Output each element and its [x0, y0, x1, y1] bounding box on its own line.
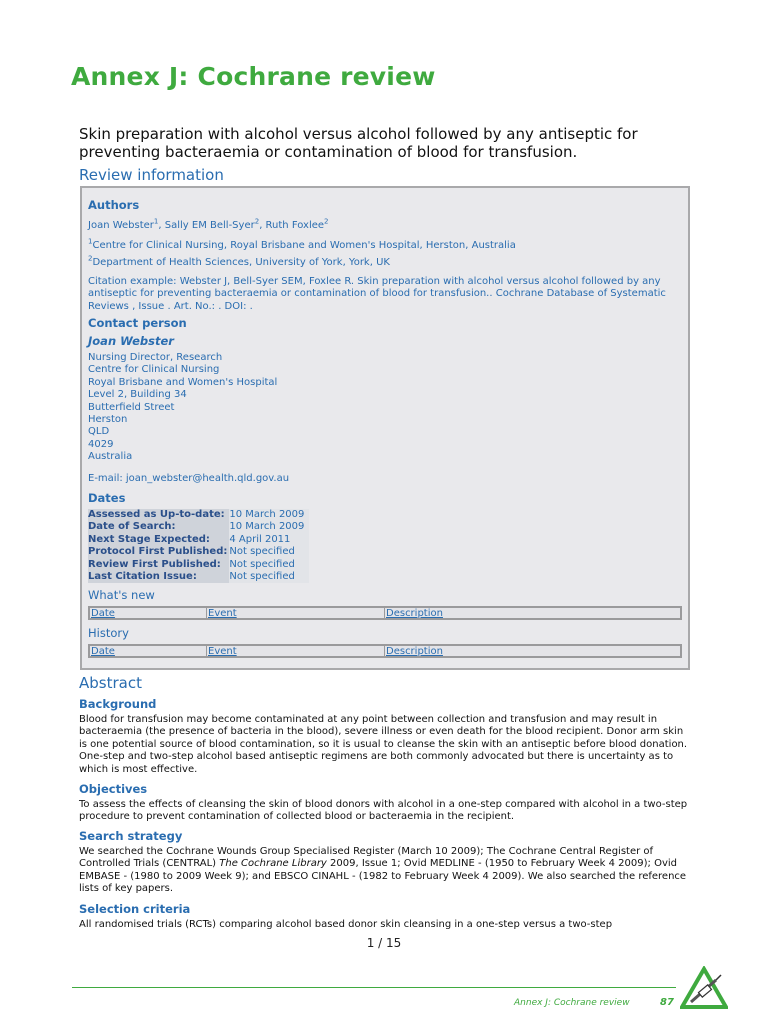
whats-new-heading: What's new [88, 588, 155, 602]
background-heading: Background [79, 697, 157, 711]
citation-example: Citation example: Webster J, Bell-Syer SEM, Foxlee R. Skin preparation with alcohol versus alcohol followed by any antiseptic for preventing bacteraemia or contamination of blood for transfusion.. Cochrane Database of Systematic Reviews , Issue . Art. No.: . DOI: . [88, 276, 666, 312]
history-table [88, 644, 682, 658]
dates-heading: Dates [88, 491, 126, 505]
background-text: Blood for transfusion may become contaminated at any point between collection and transfusion and may result in bacteraemia (the presence of bacteria in the blood), severe illness or even death for the blood recipient. Donor arm skin is one potential source of blood contamination, so it is usual to cleanse the skin with an antiseptic before blood donation. One-step and two-step alcohol based antiseptic regimens are both commonly advocated but there is uncertainty as to which is most effective. [79, 714, 688, 775]
whats-new-table [88, 606, 682, 620]
abstract-heading: Abstract [79, 674, 142, 692]
column-header-date: Date [91, 646, 115, 657]
column-header-event: Event [208, 646, 237, 657]
dates-table [88, 509, 309, 583]
selection-criteria-heading: Selection criteria [79, 902, 191, 916]
column-header-event: Event [208, 608, 237, 619]
column-header-description: Description [386, 608, 443, 619]
history-heading: History [88, 626, 129, 640]
contact-address: Nursing Director, Research Centre for Clinical Nursing Royal Brisbane and Women's Hospital Level 2, Building 34 Butterfield Street Herston QLD 4029 Australia [88, 352, 278, 463]
review-information-heading: Review information [79, 166, 224, 184]
contact-person-heading: Contact person [88, 316, 187, 330]
author-name: Joan Webster [88, 220, 154, 231]
publisher-logo-icon [680, 966, 728, 1010]
dates-row: Review First Published: Not specified [88, 559, 309, 571]
footer-running-title: Annex J: Cochrane review [514, 998, 630, 1008]
dates-row: Protocol First Published: Not specified [88, 546, 309, 558]
footer-page-number: 87 [660, 997, 674, 1008]
contact-name: Joan Webster [88, 334, 174, 348]
search-strategy-heading: Search strategy [79, 829, 183, 843]
review-information-box [80, 186, 690, 670]
page-number: 1 / 15 [366, 936, 402, 950]
affiliation-2: $^2$Department of Health Sciences, University of York, York, UK [88, 254, 390, 268]
affiliation-1: $^1$Centre for Clinical Nursing, Royal Brisbane and Women's Hospital, Herston, Australia [88, 237, 516, 251]
search-strategy-text: We searched the Cochrane Wounds Group Specialised Register (March 10 2009); The Cochrane Central Register of Controlled Trials (CENTRAL) The Cochrane Library 2009, Issue 1; Ovid MEDLINE - (1950 to February Week 4 2009); Ovid EMBASE - (1980 to 2009 Week 9); and EBSCO CINAHL - (1982 to February Week 4 2009). We also searched the reference lists of key papers. [79, 846, 687, 895]
selection-criteria-text: All randomised trials (RCTs) comparing alcohol based donor skin cleansing in a one-step versus a two-step [79, 919, 613, 930]
dates-row: Assessed as Up-to-date: 10 March 2009 [88, 509, 309, 521]
objectives-text: To assess the effects of cleansing the skin of blood donors with alcohol in a one-step compared with alcohol in a two-step procedure to prevent contamination of collected blood or bacteraemia in the recipient. [79, 799, 688, 823]
footer-rule [72, 987, 676, 988]
contact-email[interactable]: E-mail: joan_webster@health.qld.gov.au [88, 473, 290, 484]
dates-row: Last Citation Issue: Not specified [88, 571, 309, 583]
author-name: Sally EM Bell-Syer [164, 220, 255, 231]
authors-line: Joan Webster$^1$, Sally EM Bell-Syer$^2$, Ruth Foxlee$^2$ [88, 217, 329, 231]
authors-heading: Authors [88, 198, 140, 212]
dates-row: Next Stage Expected: 4 April 2011 [88, 534, 309, 546]
author-name: Ruth Foxlee [265, 220, 325, 231]
column-header-description: Description [386, 646, 443, 657]
document-title: Skin preparation with alcohol versus alcohol followed by any antiseptic for preventing bacteraemia or contamination of blood for transfusion. [79, 125, 638, 161]
dates-row: Date of Search: 10 March 2009 [88, 521, 309, 533]
objectives-heading: Objectives [79, 782, 148, 796]
annex-title: Annex J: Cochrane review [71, 62, 436, 91]
column-header-date: Date [91, 608, 115, 619]
